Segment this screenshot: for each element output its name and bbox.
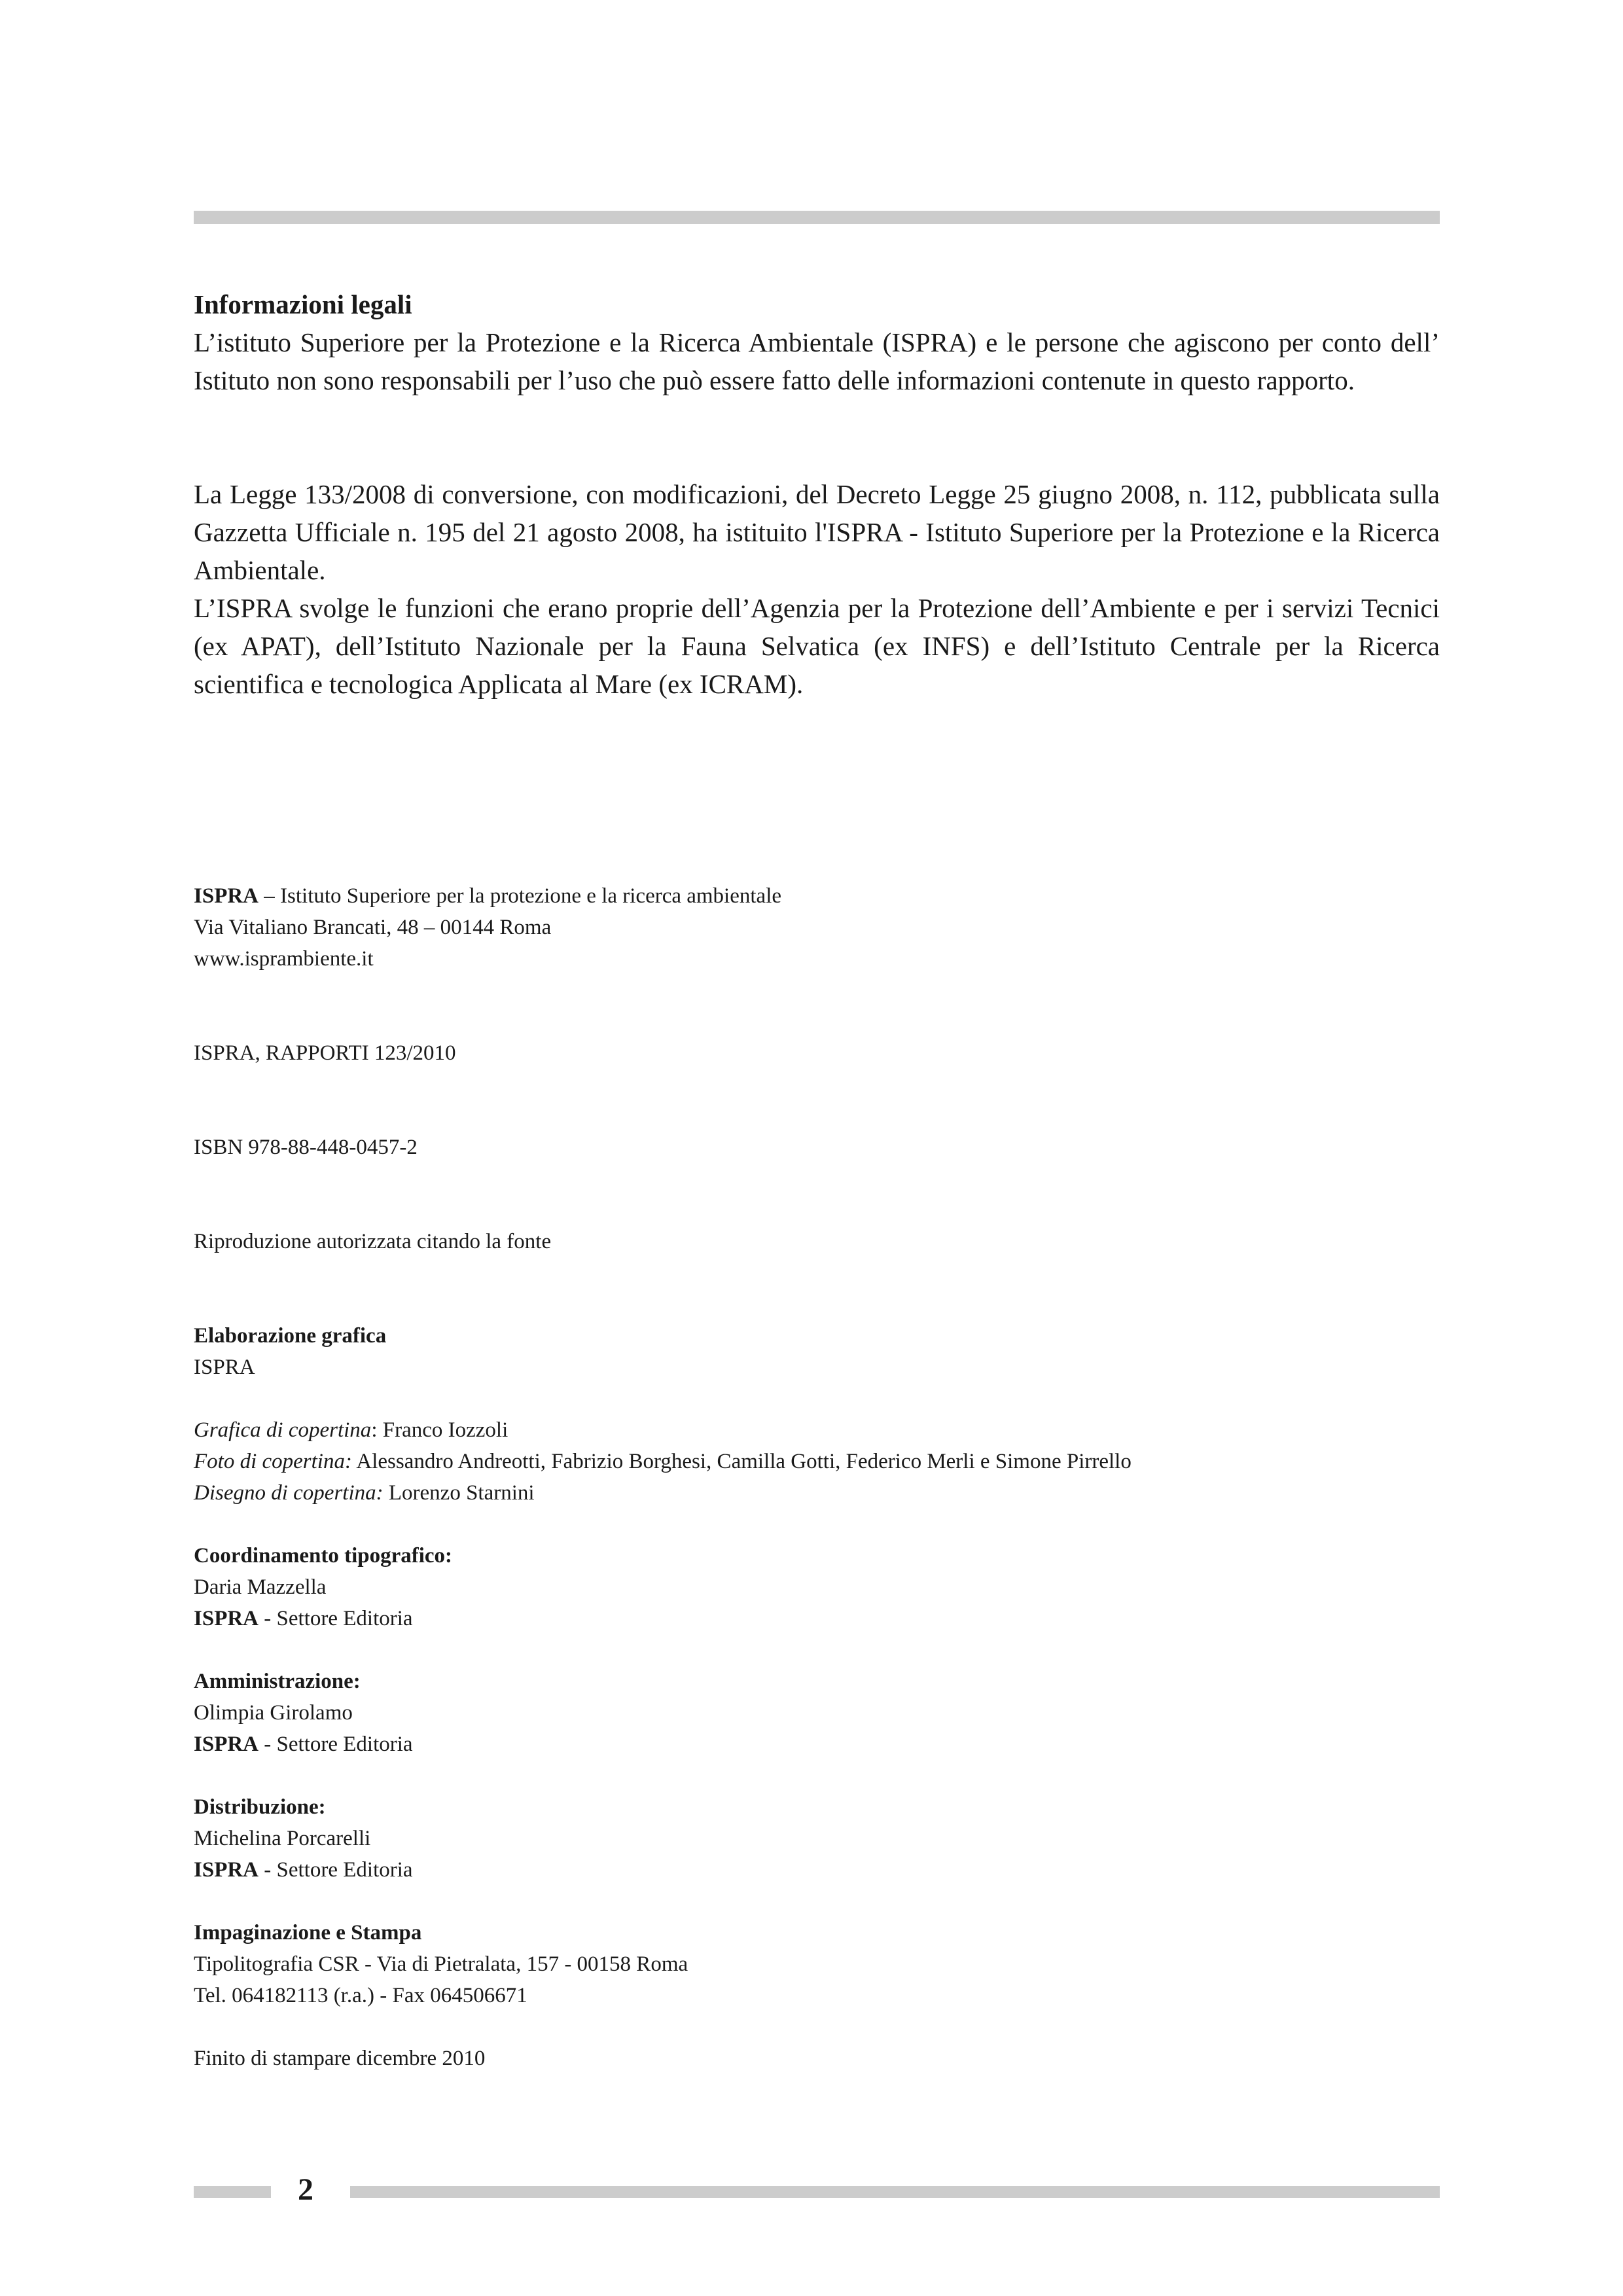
distribution-org: ISPRA [194, 1858, 259, 1882]
publisher-address: Via Vitaliano Brancati, 48 – 00144 Roma [194, 916, 552, 939]
functions-text: L’ISPRA svolge le funzioni che erano proprie dell’Agenzia per la Protezione dell’Ambiente e per i servizi Tecnici (ex APAT), dell’Istituto Nazionale per la Fauna Selvatica (ex INFS) e dell’Istituto Centrale per la Ricerca scientifica e tecnologica Applicata al Mare (ex ICRAM). [194, 593, 1440, 699]
administration-org-line [194, 1729, 1440, 1760]
law-text: La Legge 133/2008 di conversione, con modificazioni, del Decreto Legge 25 giugno 2008, n. 112, pubblicata sulla Gazzetta Ufficiale n. 195 del 21 agosto 2008, ha istituito l'ISPRA - Istituto Superiore per la Protezione e la Ricerca Ambientale. [194, 479, 1440, 585]
cover-photo-line [194, 1446, 1440, 1477]
series-line: ISPRA, RAPPORTI 123/2010 [194, 1041, 456, 1065]
cover-drawing-label: Disegno di copertina: [194, 1481, 383, 1505]
publisher-website: www.isprambiente.it [194, 947, 374, 971]
distribution-person: Michelina Porcarelli [194, 1827, 371, 1850]
administration-unit: - Settore Editoria [259, 1732, 413, 1756]
administration-person: Olimpia Girolamo [194, 1701, 353, 1725]
typography-unit: - Settore Editoria [259, 1607, 413, 1630]
legal-heading: Informazioni legali [194, 289, 412, 319]
publisher-name: ISPRA [194, 884, 259, 908]
printing-heading: Impaginazione e Stampa [194, 1921, 422, 1945]
cover-graphics-value: : Franco Iozzoli [371, 1418, 508, 1442]
administration-org: ISPRA [194, 1732, 259, 1756]
top-divider [194, 211, 1440, 224]
cover-drawing-line [194, 1477, 1440, 1509]
printing-phone: Tel. 064182113 (r.a.) - Fax 064506671 [194, 1984, 527, 2007]
typography-heading: Coordinamento tipografico: [194, 1544, 453, 1568]
colophon [194, 880, 1440, 2074]
legal-notice [194, 285, 1440, 703]
cover-graphics-line [194, 1414, 1440, 1446]
publisher-line [194, 880, 1440, 912]
typography-org: ISPRA [194, 1607, 259, 1630]
printing-address: Tipolitografia CSR - Via di Pietralata, 157 - 00158 Roma [194, 1952, 688, 1976]
distribution-unit: - Settore Editoria [259, 1858, 413, 1882]
typography-org-line [194, 1603, 1440, 1634]
reproduction-line: Riproduzione autorizzata citando la fonte [194, 1230, 552, 1253]
disclaimer-text: L’istituto Superiore per la Protezione e la Ricerca Ambientale (ISPRA) e le persone che agiscono per conto dell’ Istituto non sono responsabili per l’uso che può essere fatto delle informazioni contenute in questo rapporto. [194, 327, 1440, 395]
graphics-org: ISPRA [194, 1355, 255, 1379]
cover-drawing-value: Lorenzo Starnini [383, 1481, 535, 1505]
cover-photo-value: Alessandro Andreotti, Fabrizio Borghesi, Camilla Gotti, Federico Merli e Simone Pirrello [351, 1450, 1132, 1473]
cover-graphics-label: Grafica di copertina [194, 1418, 372, 1442]
footer-divider-right [350, 2186, 1440, 2198]
typography-person: Daria Mazzella [194, 1575, 327, 1599]
distribution-org-line [194, 1854, 1440, 1886]
publisher-desc: – Istituto Superiore per la protezione e la ricerca ambientale [259, 884, 782, 908]
distribution-heading: Distribuzione: [194, 1795, 326, 1819]
administration-heading: Amministrazione: [194, 1670, 361, 1693]
graphics-heading: Elaborazione grafica [194, 1324, 387, 1348]
isbn-line: ISBN 978-88-448-0457-2 [194, 1136, 418, 1159]
finished-line: Finito di stampare dicembre 2010 [194, 2047, 486, 2070]
footer-divider-left [194, 2186, 271, 2198]
cover-photo-label: Foto di copertina: [194, 1450, 352, 1473]
page-number: 2 [298, 2172, 313, 2207]
